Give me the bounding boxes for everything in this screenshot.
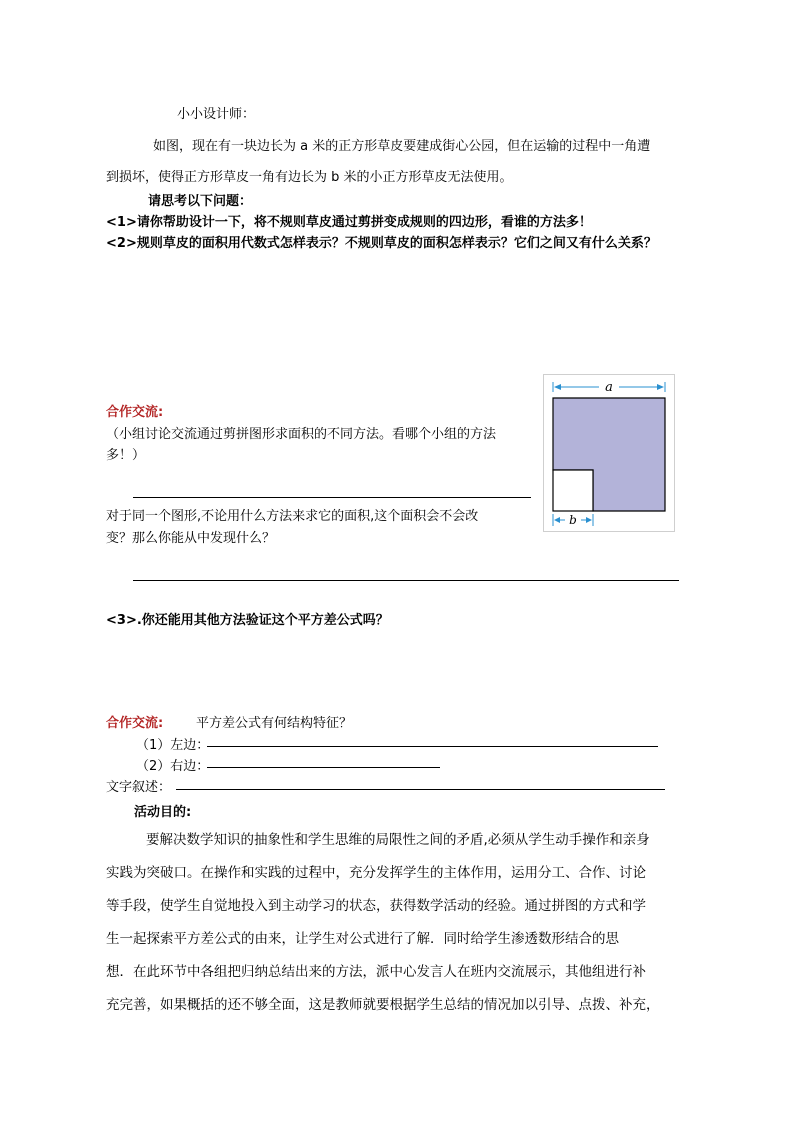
answer-line-2[interactable] [133, 580, 679, 581]
text-description-answer-line[interactable] [176, 789, 665, 790]
activity-line: 充完善，如果概括的还不够全面，这是教师就要根据学生总结的情况加以引导、点拨、补充， [106, 997, 660, 1013]
coop-desc-line-2: 多！） [106, 448, 146, 463]
coop-heading-2: 合作交流: [106, 716, 164, 731]
right-side-answer-line[interactable] [207, 767, 440, 768]
activity-line: 想．在此环节中各组把归纳总结出来的方法，派中心发言人在班内交流展示，其他组进行补 [106, 964, 646, 980]
designer-title: 小小设计师： [177, 107, 256, 122]
question-1: <1>请你帮助设计一下，将不规则草皮通过剪拼变成规则的四边形，看谁的方法多！ [106, 215, 592, 230]
left-side-answer-line[interactable] [207, 746, 658, 747]
coop-question-line-2: 变？那么你能从中发现什么？ [106, 531, 276, 546]
answer-line-1[interactable] [133, 497, 531, 498]
cut-corner-square [553, 470, 593, 511]
activity-line: 生一起探索平方差公式的由来，让学生对公式进行了解．同时给学生渗透数形结合的思 [106, 931, 619, 947]
activity-line: 等手段，使学生自觉地投入到主动学习的状态，获得数学活动的经验。通过拼图的方式和学 [106, 898, 646, 914]
question-3: <3>.你还能用其他方法验证这个平方差公式吗？ [106, 613, 389, 628]
coop-desc-line-1: （小组讨论交流通过剪拼图形求面积的不同方法。看哪个小组的方法 [106, 427, 497, 442]
text-description-label: 文字叙述： [106, 780, 172, 795]
intro-line-2: 到损坏，使得正方形草皮一角有边长为 b 米的小正方形草皮无法使用。 [106, 170, 513, 185]
coop-question-line-1: 对于同一个图形,不论用什么方法来求它的面积,这个面积会不会改 [106, 509, 479, 524]
think-heading: 请思考以下问题： [148, 194, 253, 209]
label-b: b [569, 513, 577, 527]
label-a: a [605, 380, 613, 395]
intro-line-1: 如图，现在有一块边长为 a 米的正方形草皮要建成街心公园，但在运输的过程中一角遭 [153, 139, 651, 154]
structure-question: 平方差公式有何结构特征？ [196, 716, 353, 731]
activity-paragraph [106, 824, 688, 1022]
square-figure [543, 374, 675, 532]
activity-line: 实践为突破口。在操作和实践的过程中，充分发挥学生的主体作用，运用分工、合作、讨论 [106, 865, 646, 881]
right-side-label: （2）右边： [136, 759, 210, 774]
coop-heading-1: 合作交流: [106, 405, 164, 420]
left-side-label: （1）左边： [136, 738, 210, 753]
activity-line: 要解决数学知识的抽象性和学生思维的局限性之间的矛盾,必须从学生动手操作和亲身 [146, 832, 650, 848]
question-2: <2>规则草皮的面积用代数式怎样表示？不规则草皮的面积怎样表示？它们之间又有什么关系？ [106, 236, 657, 251]
activity-heading: 活动目的: [134, 805, 192, 820]
